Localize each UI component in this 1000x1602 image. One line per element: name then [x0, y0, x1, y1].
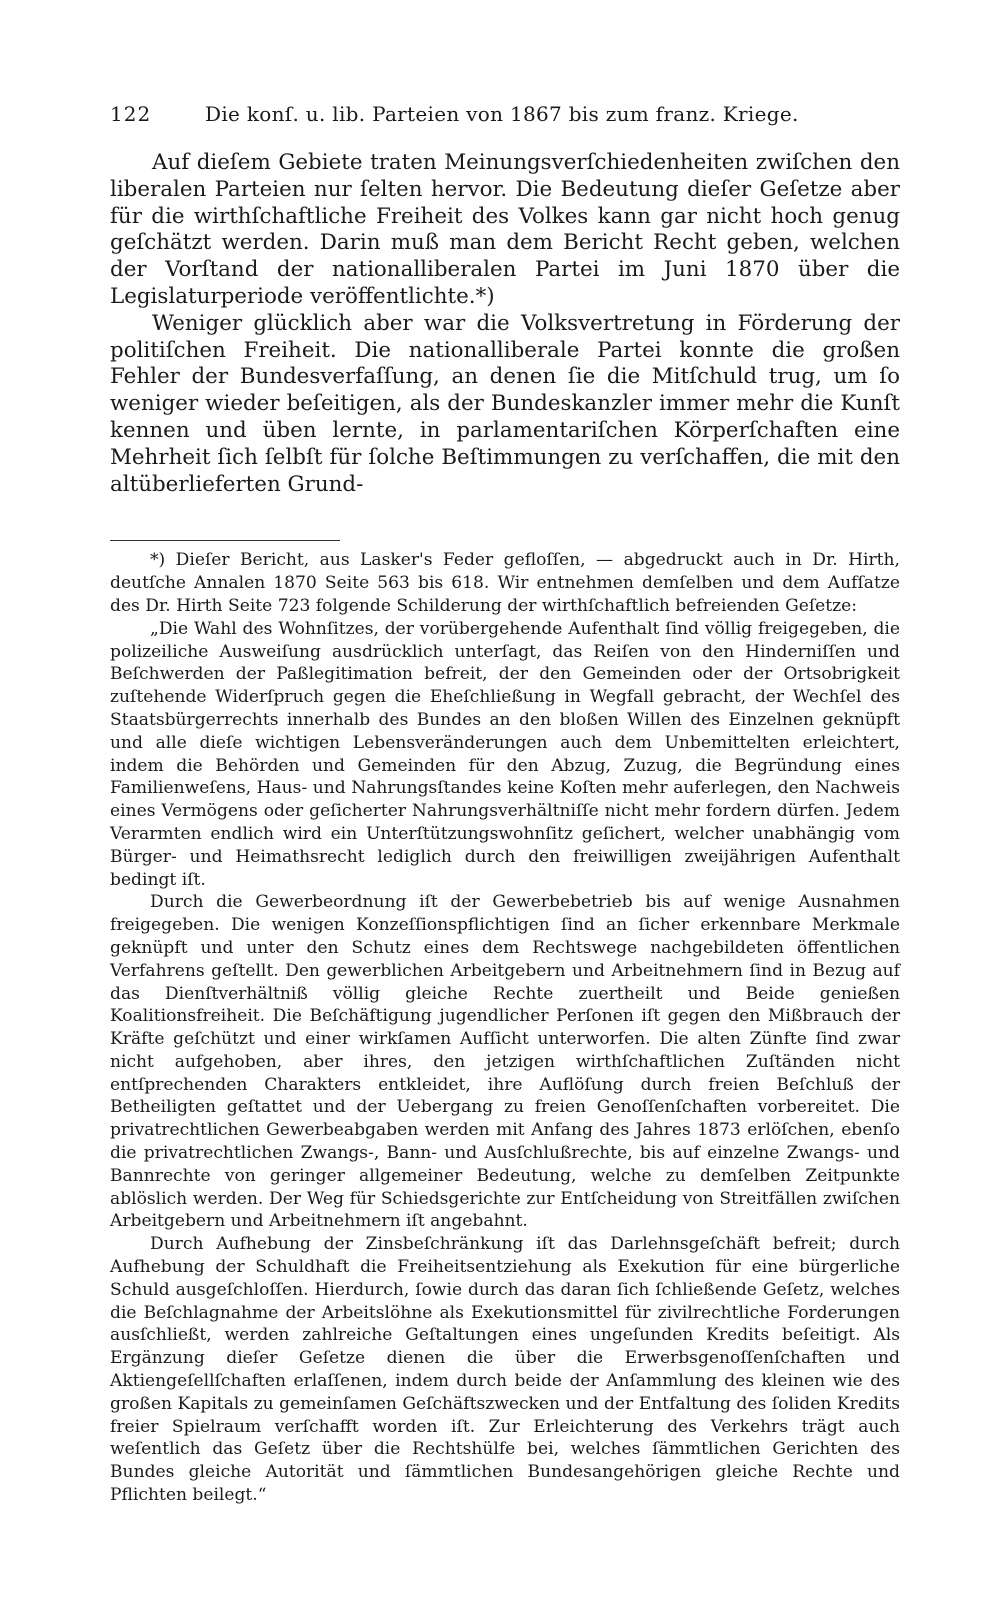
- main-text: [110, 150, 900, 498]
- main-paragraph: Auf dieſem Gebiete traten Meinungsverſchiedenheiten zwiſchen den liberalen Parteien nur ſelten hervor. Die Bedeutung dieſer Geſetze aber für die wirthſchaftliche Freiheit des Volkes kann gar nicht hoch genug geſchätzt werden. Darin muß man dem Bericht Recht geben, welchen der Vorſtand der nationalliberalen Partei im Juni 1870 über die Legislaturperiode veröffentlichte.*): [110, 150, 900, 309]
- footnote-paragraph: Durch die Gewerbeordnung iſt der Gewerbebetrieb bis auf wenige Ausnahmen freigegeben. Die wenigen Konzeſſionspflichtigen ſind an ſicher erkennbare Merkmale geknüpft und unter den Schutz eines dem Rechtswege nachgebildeten öffentlichen Verfahrens geſtellt. Den gewerblichen Arbeitgebern und Arbeitnehmern ſind in Bezug auf das Dienſtverhältniß völlig gleiche Rechte zuertheilt und Beide genießen Koalitionsfreiheit. Die Beſchäftigung jugendlicher Perſonen iſt gegen den Mißbrauch der Kräfte geſchützt und einer wirkſamen Aufſicht unterworfen. Die alten Zünfte ſind zwar nicht aufgehoben, aber ihres, den jetzigen wirthſchaftlichen Zuſtänden nicht entſprechenden Charakters entkleidet, ihre Auflöſung durch freien Beſchluß der Betheiligten geſtattet und der Uebergang zu freien Genoſſenſchaften vorbereitet. Die privatrechtlichen Gewerbeabgaben werden mit Anfang des Jahres 1873 erlöſchen, ebenſo die privatrechtlichen Zwangs-, Bann- und Ausſchlußrechte, bis auf einzelne Zwangs- und Bannrechte von geringer allgemeiner Bedeutung, welche zu demſelben Zeitpunkte ablöslich werden. Der Weg für Schiedsgerichte zur Entſcheidung von Streitfällen zwiſchen Arbeitgebern und Arbeitnehmern iſt angebahnt.: [110, 892, 900, 1232]
- footnote-paragraph: „Die Wahl des Wohnſitzes, der vorübergehende Aufenthalt ſind völlig freigegeben, die polizeiliche Ausweiſung ausdrücklich unterſagt, das Reiſen von den Hinderniſſen und Beſchwerden der Paßlegitimation befreit, der den Gemeinden oder der Ortsobrigkeit zuſtehende Widerſpruch gegen die Eheſchließung in Wegfall gebracht, der Wechſel des Staatsbürgerrechts innerhalb des Bundes an den bloßen Willen des Einzelnen geknüpft und alle dieſe wichtigen Lebensveränderungen auch dem Unbemittelten erleichtert, indem die Behörden und Gemeinden für den Abzug, Zuzug, die Begründung eines Familienweſens, Haus- und Nahrungsſtandes keine Koſten mehr auferlegen, den Nachweis eines Vermögens oder geſicherter Nahrungsverhältniſſe nicht mehr fordern dürfen. Jedem Verarmten endlich wird ein Unterſtützungswohnſitz geſichert, welcher unabhängig vom Bürger- und Heimathsrecht lediglich durch den freiwilligen zweijährigen Aufenthalt bedingt iſt.: [110, 618, 900, 890]
- running-head: [110, 100, 900, 128]
- footnote-paragraph: Durch Aufhebung der Zinsbeſchränkung iſt das Darlehnsgeſchäft befreit; durch Aufhebung der Schuldhaft die Freiheitsentziehung als Exekution für eine bürgerliche Schuld ausgeſchloſſen. Hierdurch, ſowie durch das daran ſich ſchließende Geſetz, welches die Beſchlagnahme der Arbeitslöhne als Exekutionsmittel für zivilrechtliche Forderungen ausſchließt, werden zahlreiche Geſtaltungen eines ungeſunden Kredits beſeitigt. Als Ergänzung dieſer Geſetze dienen die über die Erwerbsgenoſſenſchaften und Aktiengeſellſchaften erlaſſenen, indem durch beide der Anſammlung des kleinen wie des großen Kapitals zu gemeinſamen Geſchäftszwecken und der Entfaltung des ſoliden Kredits freier Spielraum verſchafft worden iſt. Zur Erleichterung des Verkehrs trägt auch weſentlich das Geſetz über die Rechtshülfe bei, welches ſämmtlichen Gerichten des Bundes gleiche Autorität und ſämmtlichen Bundesangehörigen gleiche Rechte und Pflichten beilegt.“: [110, 1234, 900, 1506]
- footnote-paragraph: *) Dieſer Bericht, aus Lasker's Feder gefloſſen, — abgedruckt auch in Dr. Hirth, deutſche Annalen 1870 Seite 563 bis 618. Wir entnehmen demſelben und dem Aufſatze des Dr. Hirth Seite 723 folgende Schilderung der wirthſchaftlich befreienden Geſetze:: [110, 550, 900, 616]
- running-title: Die konſ. u. lib. Parteien von 1867 bis zum franz. Kriege.: [205, 102, 799, 126]
- footnote: [110, 549, 900, 1506]
- page-number: 122: [110, 102, 152, 126]
- main-paragraph: Weniger glücklich aber war die Volksvertretung in Förderung der politiſchen Freiheit. Die nationalliberale Partei konnte die großen Fehler der Bundesverfaſſung, an denen ſie die Mitſchuld trug, um ſo weniger wieder beſeitigen, als der Bundeskanzler immer mehr die Kunſt kennen und üben lernte, in parlamentariſchen Körperſchaften eine Mehrheit ſich ſelbſt für ſolche Beſtimmungen zu verſchaffen, die mit den altüberlieferten Grund-: [110, 310, 900, 497]
- book-page: [110, 100, 900, 1507]
- footnote-divider: [110, 540, 340, 541]
